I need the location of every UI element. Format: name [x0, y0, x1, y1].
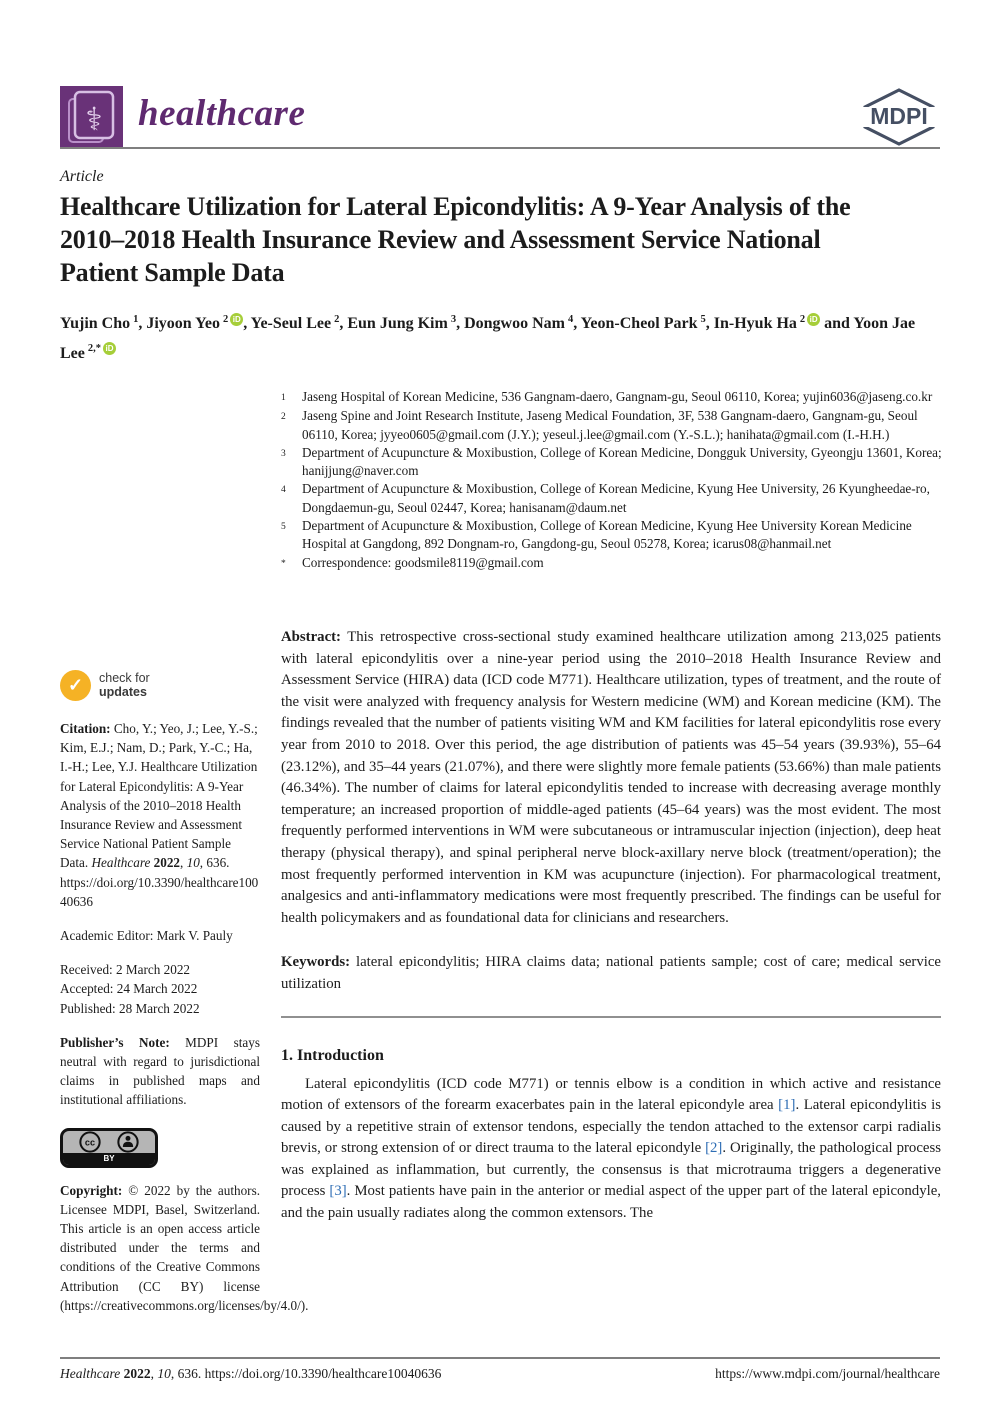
- author: , Dongwoo Nam $^4$: [456, 314, 574, 333]
- main-column: [281, 627, 941, 1225]
- sidebar: [60, 670, 309, 1315]
- mdpi-logo: [858, 87, 940, 147]
- affiliation-item: 3 Department of Acupuncture & Moxibustion, College of Korean Medicine, Dongguk University, Gyeongju 13601, Korea; hanijjung@naver.com: [281, 444, 942, 479]
- footer-divider: [60, 1357, 940, 1359]
- article-dates: [60, 960, 260, 1018]
- copyright-notice: Copyright: © 2022 by the authors. Licensee MDPI, Basel, Switzerland. This article is an open access article distributed under the terms and conditions of the Creative Commons Attribution (CC BY) license (https://creativecommons.org/licenses/by/4.0/).: [60, 1182, 309, 1313]
- footer-citation: Healthcare 2022, 10, 636. https://doi.org/10.3390/healthcare10040636: [60, 1366, 442, 1381]
- author: , In-Hyuk Ha $^2$ iD: [706, 315, 820, 332]
- check-updates-label: check for updates: [99, 671, 150, 699]
- citation-doi-link[interactable]: https://doi.org/10.3390/healthcare10040636: [60, 874, 259, 909]
- cc-by-license-badge[interactable]: [60, 1128, 158, 1168]
- keywords: Keywords: lateral epicondylitis; HIRA claims data; national patients sample; cost of care; medical service utilization: [281, 954, 941, 992]
- author: , Ye-Seul Lee $^2$: [243, 314, 340, 333]
- published-date: Published: 28 March 2022: [60, 1000, 200, 1016]
- academic-editor: Academic Editor: Mark V. Pauly: [60, 928, 233, 944]
- footer-doi-link[interactable]: https://doi.org/10.3390/healthcare10040636: [204, 1366, 442, 1381]
- checkmark-icon: ✓: [60, 670, 91, 701]
- cc-by-label: BY: [63, 1153, 155, 1165]
- citation-block: Citation: Cho, Y.; Yeo, J.; Lee, Y.-S.; Kim, E.J.; Nam, D.; Park, Y.-C.; Ha, I.-H.; Lee, Y.J. Healthcare Utilization for Lateral Epicondylitis: A 9-Year Analysis of the 2010–2018 Health Insurance Review and Assessment Service National Patient Sample Data. Healthcare 2022, 10, 636. https://doi.org/10.3390/healthcare10040636: [60, 721, 259, 909]
- affiliation-item: 4 Department of Acupuncture & Moxibustion, College of Korean Medicine, Kyung Hee University, 26 Kyungheedae-ro, Dongdaemun-gu, Seoul 02447, Korea; hanisanam@daum.net: [281, 481, 930, 515]
- mdpi-hexagon-icon: [858, 87, 940, 147]
- author: , Eun Jung Kim $^3$: [339, 314, 457, 333]
- accepted-date: Accepted: 24 March 2022: [60, 981, 198, 997]
- journal-name: healthcare: [138, 93, 306, 134]
- author: , Yeon-Cheol Park $^5$: [573, 314, 706, 333]
- svg-text:⚕: ⚕: [85, 101, 103, 137]
- footer-journal-url[interactable]: https://www.mdpi.com/journal/healthcare: [715, 1366, 940, 1381]
- orcid-icon[interactable]: iD: [230, 313, 243, 326]
- author-list: [60, 307, 940, 366]
- orcid-icon[interactable]: iD: [103, 342, 116, 355]
- caduceus-icon: [60, 86, 123, 149]
- section-heading-introduction: 1. Introduction: [281, 1046, 384, 1064]
- introduction-paragraph: Lateral epicondylitis (ICD code M771) or tennis elbow is a condition in which active and resistance motion of extensors of the forearm exacerbates pain in the lateral epicondyle area [1]. Lateral epicondylitis is caused by a repetitive strain of extensor tendons, especially the tendon attached to the extensor carpi radialis brevis, or strong extension of or direct trauma to the lateral epicondyle [2]. Originally, the pathological process was explained as inflammation, but currently, the consensus is that microtrauma triggers a degenerative process [3]. Most patients have pain in the anterior or medial aspect of the upper part of the lateral epicondyle, and the pain usually radiates along the common extensors. The: [281, 1075, 942, 1222]
- check-for-updates-badge[interactable]: [60, 670, 260, 701]
- affiliation-item: 5 Department of Acupuncture & Moxibustion, College of Korean Medicine, Kyung Hee University Korean Medicine Hospital at Gangdong, 892 Dongnam-ro, Gangdong-gu, Seoul 05278, Korea; icarus08@hanmail.net: [281, 518, 912, 552]
- svg-text:cc: cc: [84, 1137, 96, 1148]
- author: and Yoon Jae Lee $^{2,*}$ iD: [60, 315, 916, 362]
- keywords-divider: [281, 1016, 941, 1018]
- healthcare-journal-logo: [60, 86, 123, 149]
- reference-link-2[interactable]: [2]: [705, 1140, 723, 1157]
- affiliation-item: 1 Jaseng Hospital of Korean Medicine, 536 Gangnam-daero, Gangnam-gu, Seoul 06110, Korea; yujin6036@jaseng.co.kr: [281, 389, 933, 404]
- reference-link-1[interactable]: [1]: [778, 1097, 796, 1114]
- person-icon: [117, 1131, 139, 1153]
- publishers-note: Publisher’s Note: MDPI stays neutral with regard to jurisdictional claims in published maps and institutional affiliations.: [60, 1034, 260, 1108]
- received-date: Received: 2 March 2022: [60, 962, 191, 978]
- orcid-icon[interactable]: iD: [807, 313, 820, 326]
- reference-link-3[interactable]: [3]: [329, 1183, 347, 1200]
- affiliation-item: 2 Jaseng Spine and Joint Research Institute, Jaseng Medical Foundation, 3F, 538 Gangnam-daero, Gangnam-gu, Seoul 06110, Korea; jyyeo0605@gmail.com (J.Y.); yeseul.j.lee@gmail.com (Y.-S.L.); hanihata@gmail.com (I.-H.H.): [281, 408, 918, 442]
- affiliation-list: [281, 388, 943, 573]
- article-type-label: Article: [60, 168, 104, 185]
- author: Yujin Cho $^1$: [60, 314, 139, 333]
- abstract: Abstract: This retrospective cross-sectional study examined healthcare utilization among 213,025 patients with lateral epicondylitis over a nine-year period using the 2010–2018 Health Insurance Review and Assessment Service (HIRA) data (ICD code M771). Healthcare utilization, types of treatment, and the route of the visit were analyzed with frequency analysis for Western medicine (WM) and Korean medicine (KM). The findings revealed that the number of patients visiting WM and KM facilities for lateral epicondylitis rose every year from 2010 to 2018. Over this period, the age distribution of patients was 45–54 years (39.93%), 55–64 (23.12%), and 35–44 years (21.07%), and there were slightly more female patients (53.66%) than male patients (46.34%). The number of claims for lateral epicondylitis tended to increase with decreasing average monthly temperature; an increased proportion of middle-aged patients (45–64 years) was the most evident. The most frequently performed interventions in WM were subcutaneous or intramuscular injection (injection), deep heat therapy (physical therapy), and spinal peripheral nerve block-axillary nerve block (treatment/operation); the most frequently performed intervention in KM was acupuncture (injection). For pharmacological treatment, analgesics and anti-inflammatory medications were most frequently prescribed. The findings can be useful for health policymakers and as foundational data for clinicians and researchers.: [281, 629, 941, 926]
- affiliation-item: * Correspondence: goodsmile8119@gmail.com: [281, 554, 544, 570]
- author: , Jiyoon Yeo $^2$ iD: [138, 315, 243, 332]
- cc-icon: [79, 1131, 101, 1153]
- page-title: Healthcare Utilization for Lateral Epicondylitis: A 9-Year Analysis of the 2010–2018 Health Insurance Review and Assessment Service National Patient Sample Data: [60, 192, 851, 287]
- svg-text:MDPI: MDPI: [870, 103, 928, 129]
- header-divider: [60, 147, 940, 149]
